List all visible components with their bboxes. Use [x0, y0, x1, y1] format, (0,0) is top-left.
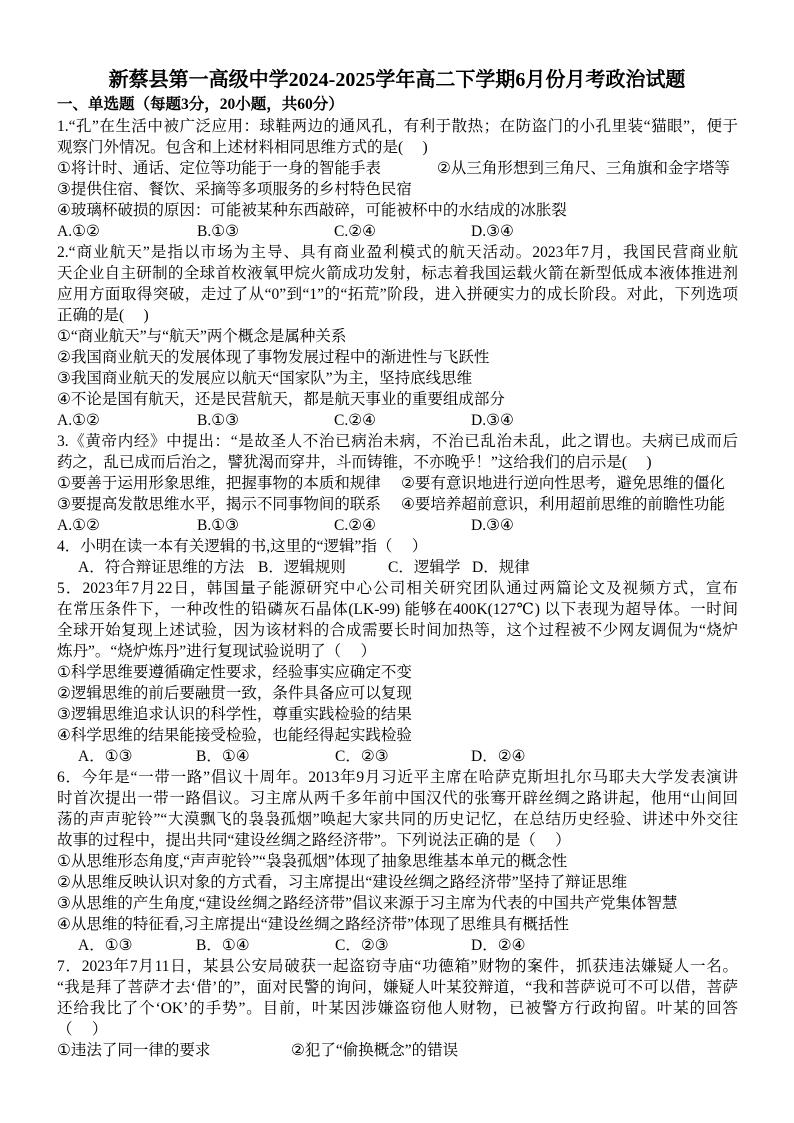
exam-content: [57, 94, 738, 1061]
q3-stem-line-1: 3.《黄帝内经》中提出：“是故圣人不治已病治未病，不治已乱治未乱，此之谓也。夫病已成而后: [57, 433, 738, 450]
q7-stem-line-4: （ ）: [57, 1021, 108, 1038]
q2-choice-a: A.①②: [57, 412, 100, 429]
q3-choice-c: C.②④: [334, 517, 377, 534]
q6-stem-line-4: 故事的过程中，提出共同“建设丝绸之路经济带”。下列说法正确的是（ ）: [57, 832, 571, 849]
q1-statement-4: ④玻璃杯破损的原因：可能被某种东西敲碎，可能被杯中的水结成的冰胀裂: [57, 202, 567, 219]
q2-choices: [57, 410, 738, 431]
q1-choice-a: A.①②: [57, 223, 100, 240]
q1-stem-line-1: 1.“孔”在生活中被广泛应用：球鞋两边的通风孔，有利于散热；在防盗门的小孔里装“猫眼”，便于: [57, 118, 738, 135]
q6-choice-b: B．①④: [196, 937, 250, 954]
q1-stem-line-2: 观察门外情况。包含和上述材料相同思维方式的是( ): [57, 139, 428, 156]
q2-choice-c: C.②④: [334, 412, 377, 429]
question-7: [57, 956, 738, 1061]
q4-choice-c: C．逻辑学: [388, 559, 461, 576]
q3-statement-3: ③要提高发散思维水平，揭示不同事物间的联系: [57, 496, 381, 513]
q7-statement-row: [57, 1040, 738, 1061]
q7-statement-1: ①违法了同一律的要求: [57, 1042, 211, 1059]
section-heading: 一、单选题（每题3分，20小题，共60分）: [57, 96, 344, 113]
q3-choice-a: A.①②: [57, 517, 100, 534]
question-4: [57, 536, 738, 578]
question-3: [57, 431, 738, 536]
q6-stem-line-1: 6．今年是“一带一路”倡议十周年。2013年9月习近平主席在哈萨克斯坦扎尔马耶夫大学发表演讲: [57, 769, 738, 786]
q6-statement-2: ②从思维反映认识对象的方式看，习主席提出“建设丝绸之路经济带”坚持了辩证思维: [57, 874, 628, 891]
q4-choice-b: B．逻辑规则: [258, 559, 346, 576]
q3-choice-d: D.③④: [471, 517, 514, 534]
q6-stem-line-2: 时首次提出一带一路倡议。习主席从两千多年前中国汉代的张骞开辟丝绸之路讲起，他用“山间回: [57, 790, 738, 807]
question-6: [57, 767, 738, 956]
q1-choice-c: C.②④: [334, 223, 377, 240]
q3-choices: [57, 515, 738, 536]
q6-statement-4: ④从思维的特征看,习主席提出“建设丝绸之路经济带”体现了思维具有概括性: [57, 916, 570, 933]
q7-stem-line-1: 7．2023年7月11日，某县公安局破获一起盗窃寺庙“功德箱”财物的案件，抓获违法嫌疑人一名。: [57, 958, 738, 975]
q2-statement-4: ④不论是国有航天，还是民营航天，都是航天事业的重要组成部分: [57, 391, 505, 408]
q2-choice-d: D.③④: [471, 412, 514, 429]
q3-stem-line-2: 药之，乱已成而后治之，譬犹渴而穿井，斗而铸锥，不亦晚乎！”这给我们的启示是( ): [57, 454, 652, 471]
q5-statement-2: ②逻辑思维的前后要融贯一致，条件具备应可以复现: [57, 685, 412, 702]
q2-stem-line-2: 天企业自主研制的全球首枚液氧甲烷火箭成功发射，标志着我国运载火箭在新型低成本液体推进剂: [57, 265, 738, 282]
q2-statement-2: ②我国商业航天的发展体现了事物发展过程中的渐进性与飞跃性: [57, 349, 490, 366]
q1-choice-b: B.①③: [197, 223, 240, 240]
q6-choice-c: C．②③: [335, 937, 389, 954]
q3-statement-2: ②要有意识地进行逆向性思考，避免思维的僵化: [401, 475, 725, 492]
q6-choice-a: A．①③: [78, 937, 133, 954]
q4-choice-d: D．规律: [472, 559, 530, 576]
q1-statement-1: ①将计时、通话、定位等功能于一身的智能手表: [57, 160, 381, 177]
q3-statement-row-1: [57, 473, 738, 494]
q5-choice-b: B．①④: [196, 748, 250, 765]
q1-statement-row: [57, 158, 738, 179]
q5-stem-line-4: 炼丹”。“烧炉炼丹”进行复现试验说明了（ ）: [57, 643, 377, 660]
question-1: [57, 116, 738, 242]
exam-title: 新蔡县第一高级中学2024-2025学年高二下学期6月份月考政治试题: [108, 69, 686, 91]
q5-choice-a: A．①③: [78, 748, 133, 765]
q3-statement-1: ①要善于运用形象思维，把握事物的本质和规律: [57, 475, 381, 492]
question-2: [57, 242, 738, 431]
q2-statement-3: ③我国商业航天的发展应以航天“国家队”为主，坚持底线思维: [57, 370, 473, 387]
q5-stem-line-3: 全球开始复现上述试验，因为该材料的合成需要长时间加热等，这个过程被不少网友调侃为“烧炉: [57, 622, 738, 639]
q1-statement-2: ②从三角形想到三角尺、三角旗和金字塔等: [437, 160, 730, 177]
q6-choices: [57, 935, 738, 956]
q3-statement-4: ④要培养超前意识，利用超前思维的前瞻性功能: [401, 496, 725, 513]
q5-statement-4: ④科学思维的结果能接受检验，也能经得起实践检验: [57, 727, 412, 744]
q2-stem-line-3: 应用方面取得突破，走过了从“0”到“1”的“拓荒”阶段，进入拼硬实力的成长阶段。对此，下列选项: [57, 286, 738, 303]
q7-statement-2: ②犯了“偷换概念”的错误: [291, 1042, 459, 1059]
question-5: [57, 578, 738, 767]
q5-choice-d: D．②④: [471, 748, 526, 765]
q3-statement-row-2: [57, 494, 738, 515]
q6-stem-line-3: 荡的声声驼铃”“大漠飘飞的袅袅孤烟”唤起大家共同的历史记忆，在总结历史经验、讲述中外交往: [57, 811, 738, 828]
q7-stem-line-2: “我是拜了菩萨才去‘借’的”，面对民警的询问，嫌疑人叶某狡辩道，“我和菩萨说可不可以借，菩萨: [57, 979, 738, 996]
q5-statement-3: ③逻辑思维追求认识的科学性，尊重实践检验的结果: [57, 706, 412, 723]
q1-choice-d: D.③④: [471, 223, 514, 240]
q1-choices: [57, 221, 738, 242]
q6-choice-d: D．②④: [471, 937, 526, 954]
q5-stem-line-1: 5．2023年7月22日，韩国量子能源研究中心公司相关研究团队通过两篇论文及视频方式，宣布: [57, 580, 738, 597]
q6-statement-3: ③从思维的产生角度,“建设丝绸之路经济带”倡议来源于习主席为代表的中国共产党集体智慧: [57, 895, 678, 912]
q2-statement-1: ①“商业航天”与“航天”两个概念是属种关系: [57, 328, 347, 345]
q2-choice-b: B.①③: [197, 412, 240, 429]
q4-choice-a: A．符合辩证思维的方法: [78, 559, 245, 576]
q7-stem-line-3: 还给我比了个‘OK’的手势”。目前，叶某因涉嫌盗窃他人财物，已被警方行政拘留。叶某的回答: [57, 1000, 738, 1017]
q2-stem-line-1: 2.“商业航天”是指以市场为主导、具有商业盈利模式的航天活动。2023年7月，我国民营商业航: [57, 244, 738, 261]
q1-statement-3: ③提供住宿、餐饮、采摘等多项服务的乡村特色民宿: [57, 181, 412, 198]
q6-statement-1: ①从思维形态角度,“声声驼铃”“袅袅孤烟”体现了抽象思维基本单元的概念性: [57, 853, 568, 870]
q5-choices: [57, 746, 738, 767]
q4-stem-line-1: 4．小明在读一本有关逻辑的书,这里的“逻辑”指（ ）: [57, 538, 428, 555]
q3-choice-b: B.①③: [197, 517, 240, 534]
q5-stem-line-2: 在常压条件下，一种改性的铅磷灰石晶体(LK-99) 能够在400K(127℃) 以下表现为超导体。一时间: [57, 601, 738, 618]
q5-statement-1: ①科学思维要遵循确定性要求，经验事实应确定不变: [57, 664, 412, 681]
q5-choice-c: C．②③: [335, 748, 389, 765]
q4-choices: [57, 557, 738, 578]
q2-stem-line-4: 正确的是( ): [57, 307, 149, 324]
